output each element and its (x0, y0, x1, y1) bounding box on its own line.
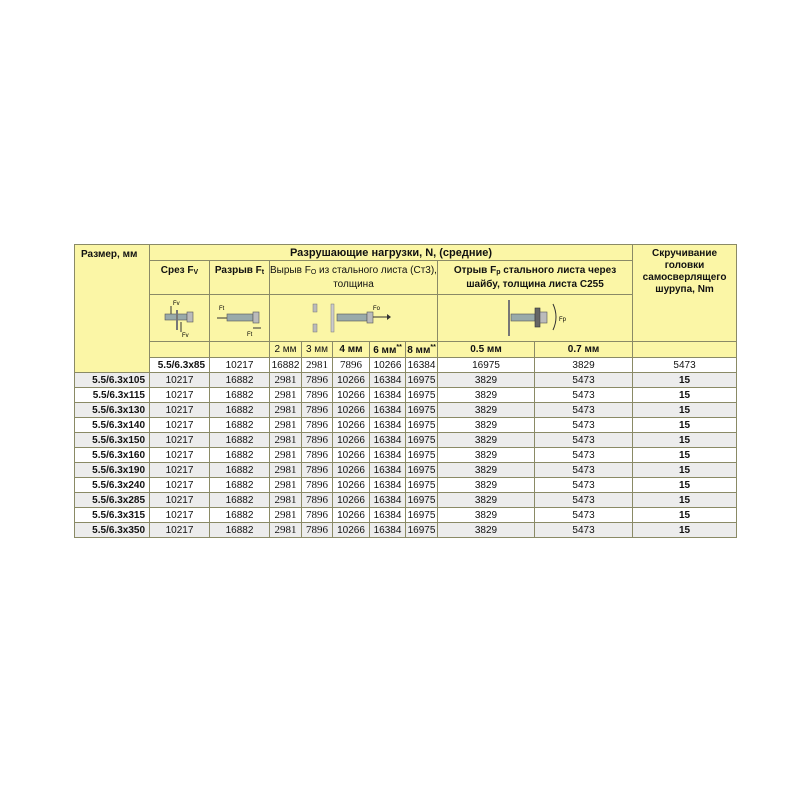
pullout-3mm-value: 7896 (302, 418, 333, 433)
pullover-header: Отрыв $F_p$ стального листа через шайбу, толщина листа С255 (438, 261, 633, 295)
size-cell: 5.5/6.3x315 (75, 508, 150, 523)
svg-text:Fp: Fp (559, 317, 567, 323)
shear-value: 10217 (150, 448, 210, 463)
table-row (75, 523, 737, 538)
tear-spacer (210, 342, 270, 358)
pullout-8mm-value: 16975 (406, 388, 438, 403)
table-row (75, 493, 737, 508)
table-row (75, 388, 737, 403)
pullout-3mm-value: 7896 (302, 478, 333, 493)
pullout-2mm-value: 2981 (302, 358, 333, 373)
torque-value: 15 (633, 403, 737, 418)
pullout-2mm-value: 2981 (270, 373, 302, 388)
pullout-4mm-value: 10266 (333, 418, 370, 433)
pullover-0-5mm-value: 3829 (438, 523, 535, 538)
shear-header: Срез $F_V$ (150, 261, 210, 295)
svg-text:Fv: Fv (172, 301, 180, 307)
plate-0-7mm: 0.7 мм (535, 342, 633, 358)
size-cell: 5.5/6.3x130 (75, 403, 150, 418)
pullout-4mm-value: 10266 (333, 508, 370, 523)
pullover-0-5mm-value: 3829 (438, 373, 535, 388)
thickness-2mm: 2 мм (270, 342, 302, 358)
tear-value: 16882 (210, 388, 270, 403)
size-cell: 5.5/6.3x160 (75, 448, 150, 463)
shear-value: 10217 (150, 403, 210, 418)
shear-spacer (150, 342, 210, 358)
tear-value: 16882 (210, 523, 270, 538)
thickness-4mm: 4 мм (333, 342, 370, 358)
svg-text:Fo: Fo (372, 306, 380, 312)
pullover-0-5mm-value: 3829 (438, 418, 535, 433)
torque-value: 15 (633, 373, 737, 388)
pullout-2mm-value: 2981 (270, 478, 302, 493)
pullout-2mm-value: 2981 (270, 493, 302, 508)
size-cell: 5.5/6.3x150 (75, 433, 150, 448)
pullout-diagram (270, 295, 438, 342)
size-cell: 5.5/6.3x115 (75, 388, 150, 403)
table-row (75, 463, 737, 478)
pullout-3mm-value: 7896 (302, 493, 333, 508)
pullout-4mm-value: 10266 (333, 433, 370, 448)
table-row (75, 433, 737, 448)
shear-value: 10217 (150, 433, 210, 448)
table-row (75, 358, 737, 373)
shear-value: 10217 (150, 508, 210, 523)
size-cell: 5.5/6.3x350 (75, 523, 150, 538)
tear-header: Разрыв $F_t$ (210, 261, 270, 295)
pullout-6mm-value: 16384 (370, 493, 406, 508)
tear-value: 16882 (210, 418, 270, 433)
pullout-4mm-value: 10266 (333, 463, 370, 478)
pullover-0-7mm-value: 5473 (535, 418, 633, 433)
size-column-header: Размер, мм (75, 245, 150, 373)
shear-value: 10217 (210, 358, 270, 373)
shear-value: 10217 (150, 493, 210, 508)
pullout-2mm-value: 2981 (270, 433, 302, 448)
torque-value: 15 (633, 478, 737, 493)
torque-value: 15 (633, 433, 737, 448)
pullout-6mm-value: 16384 (406, 358, 438, 373)
table-row (75, 418, 737, 433)
tear-value: 16882 (270, 358, 302, 373)
pullover-0-7mm-value: 5473 (535, 433, 633, 448)
size-cell: 5.5/6.3x240 (75, 478, 150, 493)
table-row (75, 373, 737, 388)
table-row (75, 403, 737, 418)
pullover-0-5mm-value: 3829 (438, 463, 535, 478)
thickness-8mm: 8 мм** (407, 343, 436, 356)
pullout-8mm-value: 16975 (406, 493, 438, 508)
shear-value: 10217 (150, 373, 210, 388)
pullout-6mm-value: 16384 (370, 403, 406, 418)
pullover-0-5mm-value: 3829 (438, 508, 535, 523)
tear-value: 16882 (210, 493, 270, 508)
pullout-2mm-value: 2981 (270, 448, 302, 463)
svg-text:Ft: Ft (246, 332, 252, 338)
pullout-6mm-value: 16384 (370, 418, 406, 433)
torque-spacer (633, 342, 737, 358)
tear-value: 16882 (210, 433, 270, 448)
pullout-4mm-value: 10266 (333, 478, 370, 493)
table-row (75, 478, 737, 493)
torque-value: 15 (633, 388, 737, 403)
size-cell: 5.5/6.3x85 (150, 358, 210, 373)
pullout-8mm-value: 16975 (406, 478, 438, 493)
load-table (74, 244, 737, 538)
pullover-0-5mm-value: 3829 (438, 478, 535, 493)
pullout-4mm-value: 10266 (370, 358, 406, 373)
tear-value: 16882 (210, 463, 270, 478)
pullover-0-7mm-value: 5473 (535, 508, 633, 523)
pullout-6mm-value: 16384 (370, 523, 406, 538)
shear-value: 10217 (150, 463, 210, 478)
pullover-0-7mm-value: 5473 (535, 448, 633, 463)
size-cell: 5.5/6.3x140 (75, 418, 150, 433)
pullover-diagram (438, 295, 633, 342)
pullout-3mm-value: 7896 (302, 388, 333, 403)
shear-value: 10217 (150, 478, 210, 493)
pullout-3mm-value: 7896 (302, 508, 333, 523)
tear-value: 16882 (210, 478, 270, 493)
pullout-4mm-value: 10266 (333, 388, 370, 403)
pullout-4mm-value: 10266 (333, 373, 370, 388)
size-cell: 5.5/6.3x190 (75, 463, 150, 478)
pullout-6mm-value: 16384 (370, 373, 406, 388)
pullout-2mm-value: 2981 (270, 463, 302, 478)
thickness-3mm: 3 мм (302, 342, 333, 358)
pullout-3mm-value: 7896 (302, 463, 333, 478)
pullout-6mm-value: 16384 (370, 508, 406, 523)
size-cell: 5.5/6.3x105 (75, 373, 150, 388)
pullover-0-5mm-value: 3829 (535, 358, 633, 373)
pullover-0-7mm-value: 5473 (535, 373, 633, 388)
pullout-4mm-value: 10266 (333, 493, 370, 508)
pullover-0-7mm-value: 5473 (535, 493, 633, 508)
shear-value: 10217 (150, 388, 210, 403)
pullout-6mm-value: 16384 (370, 388, 406, 403)
plate-0-5mm: 0.5 мм (438, 342, 535, 358)
table-row (75, 448, 737, 463)
pullout-4mm-value: 10266 (333, 403, 370, 418)
pullout-3mm-value: 7896 (333, 358, 370, 373)
shear-value: 10217 (150, 523, 210, 538)
breaking-loads-header: Разрушающие нагрузки, N, (средние) (150, 245, 633, 261)
pullover-0-5mm-value: 3829 (438, 433, 535, 448)
pullout-8mm-value: 16975 (406, 373, 438, 388)
pullout-8mm-value: 16975 (406, 523, 438, 538)
tear-value: 16882 (210, 508, 270, 523)
pullout-3mm-value: 7896 (302, 403, 333, 418)
svg-text:Ft: Ft (218, 306, 224, 312)
pullover-0-7mm-value: 5473 (535, 478, 633, 493)
pullout-3mm-value: 7896 (302, 523, 333, 538)
pullout-6mm-value: 16384 (370, 463, 406, 478)
pullover-0-7mm-value: 5473 (535, 523, 633, 538)
pullout-8mm-value: 16975 (406, 418, 438, 433)
pullout-8mm-value: 16975 (406, 403, 438, 418)
pullout-2mm-value: 2981 (270, 418, 302, 433)
pullout-2mm-value: 2981 (270, 523, 302, 538)
pullout-2mm-value: 2981 (270, 388, 302, 403)
pullover-0-5mm-value: 3829 (438, 448, 535, 463)
tear-diagram (210, 295, 270, 342)
pullout-header: Вырыв $F_O$ из стального листа (Ст3), толщина (270, 261, 438, 295)
table-row (75, 508, 737, 523)
pullout-6mm-value: 16384 (370, 448, 406, 463)
size-cell: 5.5/6.3x285 (75, 493, 150, 508)
pullout-8mm-value: 16975 (406, 463, 438, 478)
pullout-4mm-value: 10266 (333, 448, 370, 463)
pullout-3mm-value: 7896 (302, 448, 333, 463)
torque-value: 15 (633, 508, 737, 523)
pullover-0-5mm-value: 3829 (438, 388, 535, 403)
pullover-0-7mm-value: 5473 (633, 358, 737, 373)
pullout-2mm-value: 2981 (270, 403, 302, 418)
pullout-4mm-value: 10266 (333, 523, 370, 538)
torque-column-header: Скручивание головки самосверлящего шурупа, Nm (633, 245, 737, 342)
torque-value: 15 (633, 418, 737, 433)
pullover-0-5mm-value: 3829 (438, 493, 535, 508)
shear-value: 10217 (150, 418, 210, 433)
load-table-container (74, 244, 737, 538)
shear-diagram (150, 295, 210, 342)
pullout-6mm-value: 16384 (370, 478, 406, 493)
torque-value: 15 (633, 523, 737, 538)
pullout-3mm-value: 7896 (302, 433, 333, 448)
pullover-0-7mm-value: 5473 (535, 403, 633, 418)
pullout-2mm-value: 2981 (270, 508, 302, 523)
torque-value: 15 (633, 493, 737, 508)
tear-value: 16882 (210, 403, 270, 418)
svg-text:Fv: Fv (181, 333, 189, 339)
tear-value: 16882 (210, 448, 270, 463)
pullout-8mm-value: 16975 (406, 508, 438, 523)
pullover-0-7mm-value: 5473 (535, 463, 633, 478)
torque-value: 15 (633, 463, 737, 478)
pullout-8mm-value: 16975 (406, 433, 438, 448)
thickness-6mm: 6 мм** (370, 342, 406, 358)
pullover-0-7mm-value: 5473 (535, 388, 633, 403)
pullout-3mm-value: 7896 (302, 373, 333, 388)
pullover-0-5mm-value: 3829 (438, 403, 535, 418)
pullout-8mm-value: 16975 (438, 358, 535, 373)
torque-value: 15 (633, 448, 737, 463)
tear-value: 16882 (210, 373, 270, 388)
pullout-6mm-value: 16384 (370, 433, 406, 448)
pullout-8mm-value: 16975 (406, 448, 438, 463)
